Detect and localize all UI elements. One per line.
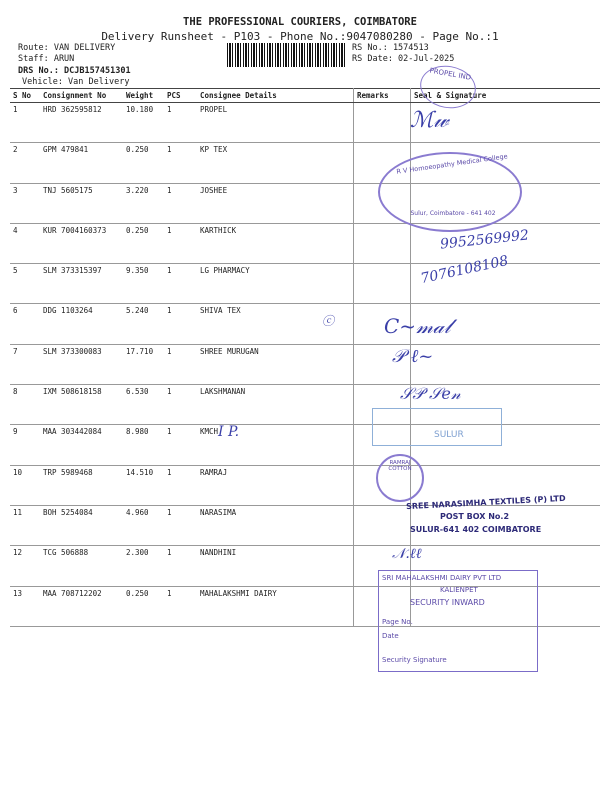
row-weight: 5.240 (123, 304, 164, 344)
row-weight: 0.250 (123, 586, 164, 626)
row-consignee: NARASIMA (197, 505, 354, 545)
row-consignee: SHREE MURUGAN (197, 344, 354, 384)
narasimha-stamp-3: SULUR-641 402 COIMBATORE (410, 525, 542, 534)
row-pcs: 1 (164, 223, 197, 263)
row-remarks (354, 223, 411, 263)
row-sno: 1 (10, 103, 40, 143)
table-row (10, 304, 600, 344)
dairy-stamp-line-1: SRI MAHALAKSHMI DAIRY PVT LTD (382, 574, 502, 582)
row-sno: 4 (10, 223, 40, 263)
runsheet-table (10, 88, 600, 627)
row-consignment-no: SLM 373315397 (40, 264, 123, 304)
row-consignment-no: MAA 303442084 (40, 425, 123, 465)
row-sno: 2 (10, 143, 40, 183)
row-weight: 8.980 (123, 425, 164, 465)
row-remarks (354, 264, 411, 304)
row-remarks (354, 103, 411, 143)
row-pcs: 1 (164, 505, 197, 545)
col-header-signature: Seal & Signature (411, 89, 600, 103)
row-pcs: 1 (164, 344, 197, 384)
row-consignee: PROPEL (197, 103, 354, 143)
row-sno: 8 (10, 385, 40, 425)
row-consignment-no: TNJ 5605175 (40, 183, 123, 223)
homeo-seal-text: R V Homoeopathy Medical College (395, 152, 509, 176)
table-row (10, 385, 600, 425)
row-weight: 0.250 (123, 223, 164, 263)
row-consignment-no: TRP 5989468 (40, 465, 123, 505)
row-consignee: KARTHICK (197, 223, 354, 263)
row-consignee: KP TEX (197, 143, 354, 183)
row-sno: 5 (10, 264, 40, 304)
row-pcs: 1 (164, 143, 197, 183)
table-row (10, 425, 600, 465)
dairy-stamp-line-3: SECURITY INWARD (410, 598, 485, 607)
col-header-sno: S No (10, 89, 40, 103)
rs-date: RS Date: 02-Jul-2025 (352, 54, 455, 64)
row-consignment-no: DDG 1103264 (40, 304, 123, 344)
row-pcs: 1 (164, 425, 197, 465)
row-consignee: SHIVA TEX (197, 304, 354, 344)
signature-12: 𝒩.ℓℓ (392, 546, 422, 562)
row-weight: 10.180 (123, 103, 164, 143)
row-weight: 2.300 (123, 546, 164, 586)
row-pcs: 1 (164, 465, 197, 505)
row-consignee: MAHALAKSHMI DAIRY (197, 586, 354, 626)
row-consignee: RAMRAJ (197, 465, 354, 505)
row-signature (411, 344, 600, 384)
dairy-stamp-line-6: Security Signature (382, 656, 447, 664)
row-sno: 13 (10, 586, 40, 626)
row-pcs: 1 (164, 385, 197, 425)
phone-handwritten-1: 9952569992 (439, 227, 530, 253)
sulur-stamp-text: SULUR (434, 430, 464, 440)
row-consignee: JOSHEE (197, 183, 354, 223)
dairy-stamp-line-5: Date (382, 632, 399, 640)
table-row (10, 103, 600, 143)
vehicle-label: Vehicle: Van Delivery (22, 77, 130, 87)
row-weight: 17.710 (123, 344, 164, 384)
narasimha-stamp-2: POST BOX No.2 (440, 512, 510, 521)
route-label: Route: VAN DELIVERY (18, 43, 116, 53)
col-header-consignment: Consignment No (40, 89, 123, 103)
row-pcs: 1 (164, 183, 197, 223)
signature-6: C~𝓂𝒶𝓁 (384, 314, 451, 338)
row-consignment-no: MAA 708712202 (40, 586, 123, 626)
row-consignee: LAKSHMANAN (197, 385, 354, 425)
col-header-consignee: Consignee Details (197, 89, 354, 103)
row-sno: 11 (10, 505, 40, 545)
row-sno: 7 (10, 344, 40, 384)
row-consignment-no: IXM 508618158 (40, 385, 123, 425)
row-consignee: LG PHARMACY (197, 264, 354, 304)
row-sno: 10 (10, 465, 40, 505)
row-weight: 0.250 (123, 143, 164, 183)
staff-label: Staff: ARUN (18, 54, 75, 64)
dairy-stamp-line-4: Page No. (382, 618, 413, 626)
row-consignment-no: KUR 7004160373 (40, 223, 123, 263)
row-consignment-no: BOH 5254084 (40, 505, 123, 545)
row-weight: 3.220 (123, 183, 164, 223)
row-sno: 3 (10, 183, 40, 223)
col-header-weight: Weight (123, 89, 164, 103)
rs-number: RS No.: 1574513 (352, 43, 429, 53)
dairy-stamp-line-2: KALIENPET (440, 586, 478, 594)
row-weight: 9.350 (123, 264, 164, 304)
signature-7: 𝒫 ℓ~ (392, 346, 434, 367)
col-header-remarks: Remarks (354, 89, 411, 103)
row-pcs: 1 (164, 304, 197, 344)
company-title: THE PROFESSIONAL COURIERS, COIMBATORE (183, 16, 417, 28)
circled-mark: ⓒ (322, 314, 335, 328)
handwritten-ip: I P. (218, 424, 240, 440)
row-consignment-no: TCG 506888 (40, 546, 123, 586)
row-sno: 9 (10, 425, 40, 465)
row-remarks (354, 505, 411, 545)
row-pcs: 1 (164, 546, 197, 586)
runsheet-subtitle: Delivery Runsheet - P103 - Phone No.:9047080280 - Page No.:1 (101, 30, 499, 43)
row-pcs: 1 (164, 586, 197, 626)
row-pcs: 1 (164, 103, 197, 143)
row-consignment-no: HRD 362595812 (40, 103, 123, 143)
row-weight: 14.510 (123, 465, 164, 505)
table-row (10, 344, 600, 384)
signature-8: 𝒮𝒫 𝒮𝑒𝓃 (400, 384, 461, 403)
row-weight: 6.530 (123, 385, 164, 425)
propel-seal: PROPEL IND (417, 61, 479, 112)
row-sno: 12 (10, 546, 40, 586)
phone-handwritten-2: 7076108108 (419, 252, 510, 288)
row-consignee: NANDHINI (197, 546, 354, 586)
table-row (10, 264, 600, 304)
drs-number: DRS No.: DCJB157451301 (18, 66, 131, 76)
narasimha-stamp-1: SREE NARASIMHA TEXTILES (P) LTD (405, 493, 566, 512)
signature-1: ℳ𝓌 (410, 108, 449, 133)
table-header-row (10, 89, 600, 103)
sulur-stamp (372, 408, 502, 446)
row-sno: 6 (10, 304, 40, 344)
row-pcs: 1 (164, 264, 197, 304)
row-consignee: KMCH (197, 425, 354, 465)
barcode (227, 43, 347, 67)
homeo-seal-text-2: Sulur, Coimbatore - 641 402 (410, 210, 496, 217)
row-consignment-no: SLM 373300083 (40, 344, 123, 384)
col-header-pcs: PCS (164, 89, 197, 103)
ramraj-seal-text: RAMRAJ COTTON (388, 460, 412, 472)
row-consignment-no: GPM 479841 (40, 143, 123, 183)
row-weight: 4.960 (123, 505, 164, 545)
